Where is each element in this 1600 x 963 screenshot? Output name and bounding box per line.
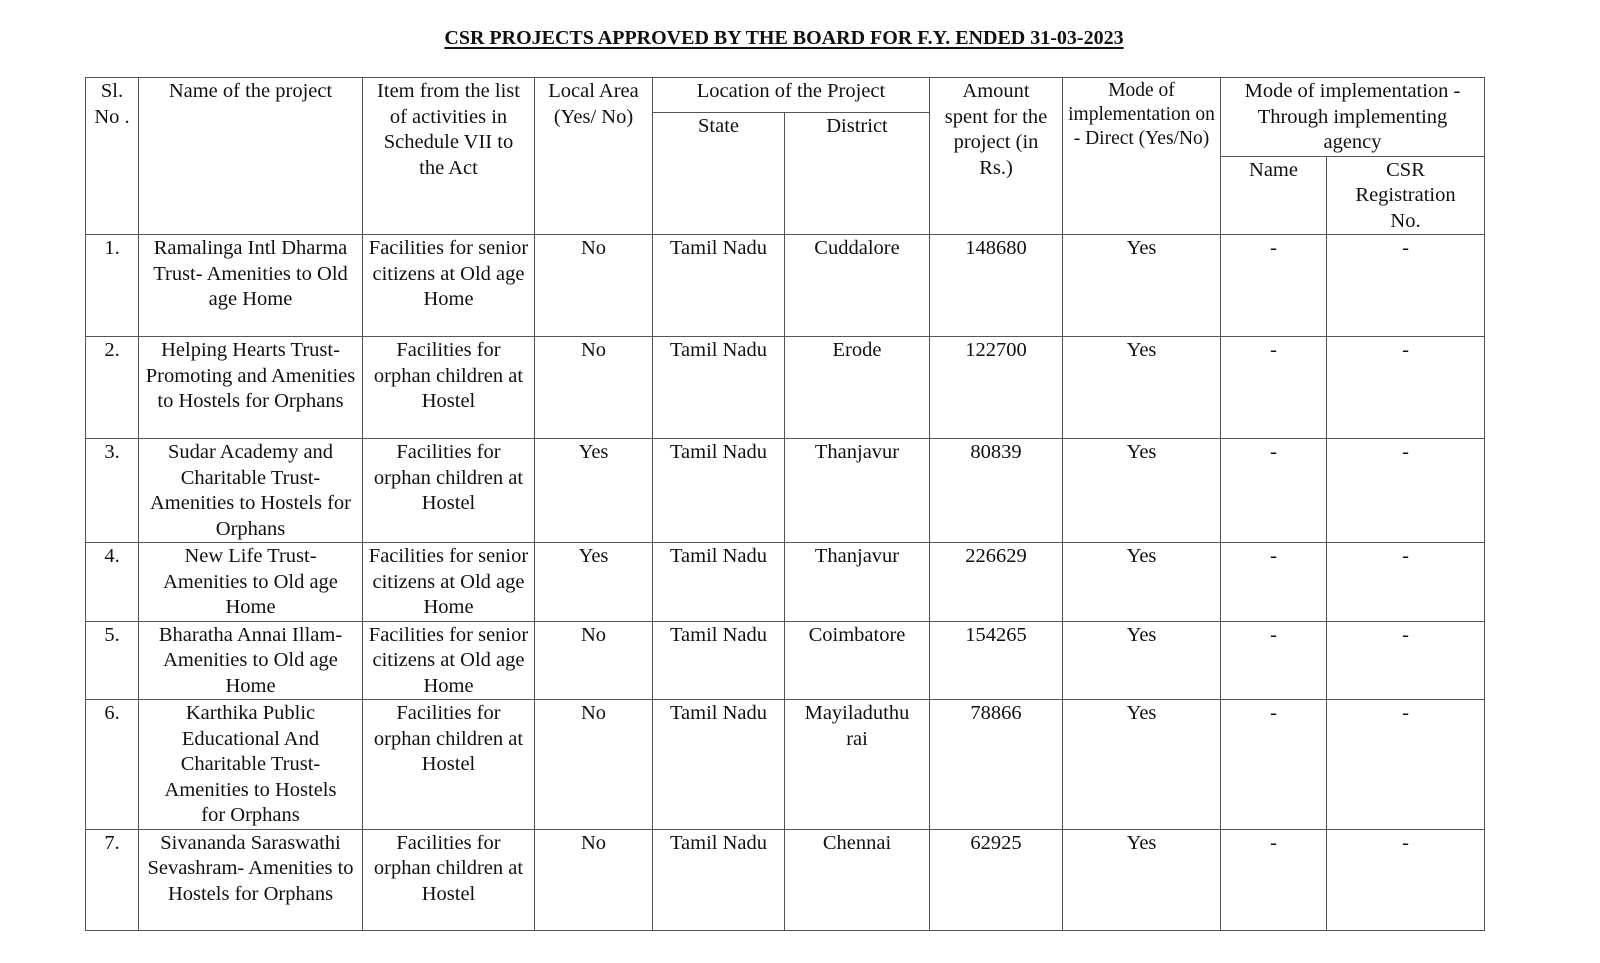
cell-csr-registration-no: - [1327,700,1485,830]
cell-state: Tamil Nadu [653,700,785,830]
cell-schedule-item: Facilities for senior citizens at Old age Home [363,543,535,622]
cell-amount: 62925 [930,829,1063,930]
cell-schedule-item: Facilities for orphan children at Hostel [363,439,535,543]
cell-csr-registration-no: - [1327,439,1485,543]
header-sl-no: Sl. No . [86,78,139,235]
cell-sl-no: 6. [86,700,139,830]
cell-project-name: Karthika Public Educational And Charitable Trust- Amenities to Hostels for Orphans [139,700,363,830]
header-project-name: Name of the project [139,78,363,235]
cell-mode-direct: Yes [1063,235,1221,337]
cell-project-name: New Life Trust- Amenities to Old age Home [139,543,363,622]
header-local-area: Local Area (Yes/ No) [535,78,653,235]
cell-project-name: Ramalinga Intl Dharma Trust- Amenities to Old age Home [139,235,363,337]
cell-schedule-item: Facilities for orphan children at Hostel [363,700,535,830]
cell-mode-direct: Yes [1063,439,1221,543]
cell-local-area: No [535,621,653,700]
cell-district: Erode [785,337,930,439]
cell-project-name: Helping Hearts Trust- Promoting and Amenities to Hostels for Orphans [139,337,363,439]
cell-state: Tamil Nadu [653,543,785,622]
cell-csr-registration-no: - [1327,235,1485,337]
header-agency-name: Name [1221,156,1327,235]
table-row [86,829,1485,930]
cell-agency-name: - [1221,439,1327,543]
cell-amount: 226629 [930,543,1063,622]
cell-csr-registration-no: - [1327,829,1485,930]
cell-sl-no: 7. [86,829,139,930]
cell-agency-name: - [1221,700,1327,830]
cell-schedule-item: Facilities for orphan children at Hostel [363,337,535,439]
cell-csr-registration-no: - [1327,621,1485,700]
header-csr-registration-no: CSR Registration No. [1327,156,1485,235]
cell-project-name: Sivananda Saraswathi Sevashram- Amenities to Hostels for Orphans [139,829,363,930]
cell-project-name: Sudar Academy and Charitable Trust- Amenities to Hostels for Orphans [139,439,363,543]
cell-local-area: No [535,235,653,337]
cell-state: Tamil Nadu [653,337,785,439]
cell-mode-direct: Yes [1063,829,1221,930]
cell-sl-no: 2. [86,337,139,439]
cell-mode-direct: Yes [1063,621,1221,700]
cell-district: Chennai [785,829,930,930]
cell-sl-no: 3. [86,439,139,543]
cell-district: Cuddalore [785,235,930,337]
header-location: Location of the Project [653,78,930,113]
cell-local-area: Yes [535,439,653,543]
cell-agency-name: - [1221,235,1327,337]
cell-amount: 80839 [930,439,1063,543]
cell-local-area: No [535,337,653,439]
cell-agency-name: - [1221,543,1327,622]
header-state: State [653,113,785,235]
table-row [86,621,1485,700]
cell-sl-no: 1. [86,235,139,337]
cell-schedule-item: Facilities for senior citizens at Old age Home [363,235,535,337]
cell-csr-registration-no: - [1327,543,1485,622]
cell-state: Tamil Nadu [653,235,785,337]
header-mode-direct: Mode of implementation on - Direct (Yes/No) [1063,78,1221,235]
cell-local-area: No [535,829,653,930]
cell-mode-direct: Yes [1063,700,1221,830]
cell-project-name: Bharatha Annai Illam- Amenities to Old age Home [139,621,363,700]
header-schedule-item: Item from the list of activities in Schedule VII to the Act [363,78,535,235]
header-mode-agency: Mode of implementation - Through implementing agency [1221,78,1485,157]
table-row [86,700,1485,830]
cell-mode-direct: Yes [1063,543,1221,622]
table-row [86,439,1485,543]
cell-local-area: Yes [535,543,653,622]
cell-district: Mayiladuthu rai [785,700,930,830]
header-amount: Amount spent for the project (in Rs.) [930,78,1063,235]
cell-sl-no: 4. [86,543,139,622]
header-district: District [785,113,930,235]
cell-sl-no: 5. [86,621,139,700]
csr-projects-table [85,77,1485,931]
table-row [86,337,1485,439]
cell-amount: 148680 [930,235,1063,337]
cell-state: Tamil Nadu [653,829,785,930]
cell-schedule-item: Facilities for orphan children at Hostel [363,829,535,930]
cell-agency-name: - [1221,829,1327,930]
cell-district: Coimbatore [785,621,930,700]
cell-mode-direct: Yes [1063,337,1221,439]
table-row [86,235,1485,337]
document-title: CSR PROJECTS APPROVED BY THE BOARD FOR F.Y. ENDED 31-03-2023 [444,27,1124,49]
cell-district: Thanjavur [785,439,930,543]
table-row [86,543,1485,622]
cell-local-area: No [535,700,653,830]
cell-agency-name: - [1221,337,1327,439]
cell-amount: 122700 [930,337,1063,439]
cell-schedule-item: Facilities for senior citizens at Old age Home [363,621,535,700]
cell-district: Thanjavur [785,543,930,622]
cell-state: Tamil Nadu [653,621,785,700]
cell-csr-registration-no: - [1327,337,1485,439]
cell-amount: 78866 [930,700,1063,830]
cell-amount: 154265 [930,621,1063,700]
cell-state: Tamil Nadu [653,439,785,543]
cell-agency-name: - [1221,621,1327,700]
